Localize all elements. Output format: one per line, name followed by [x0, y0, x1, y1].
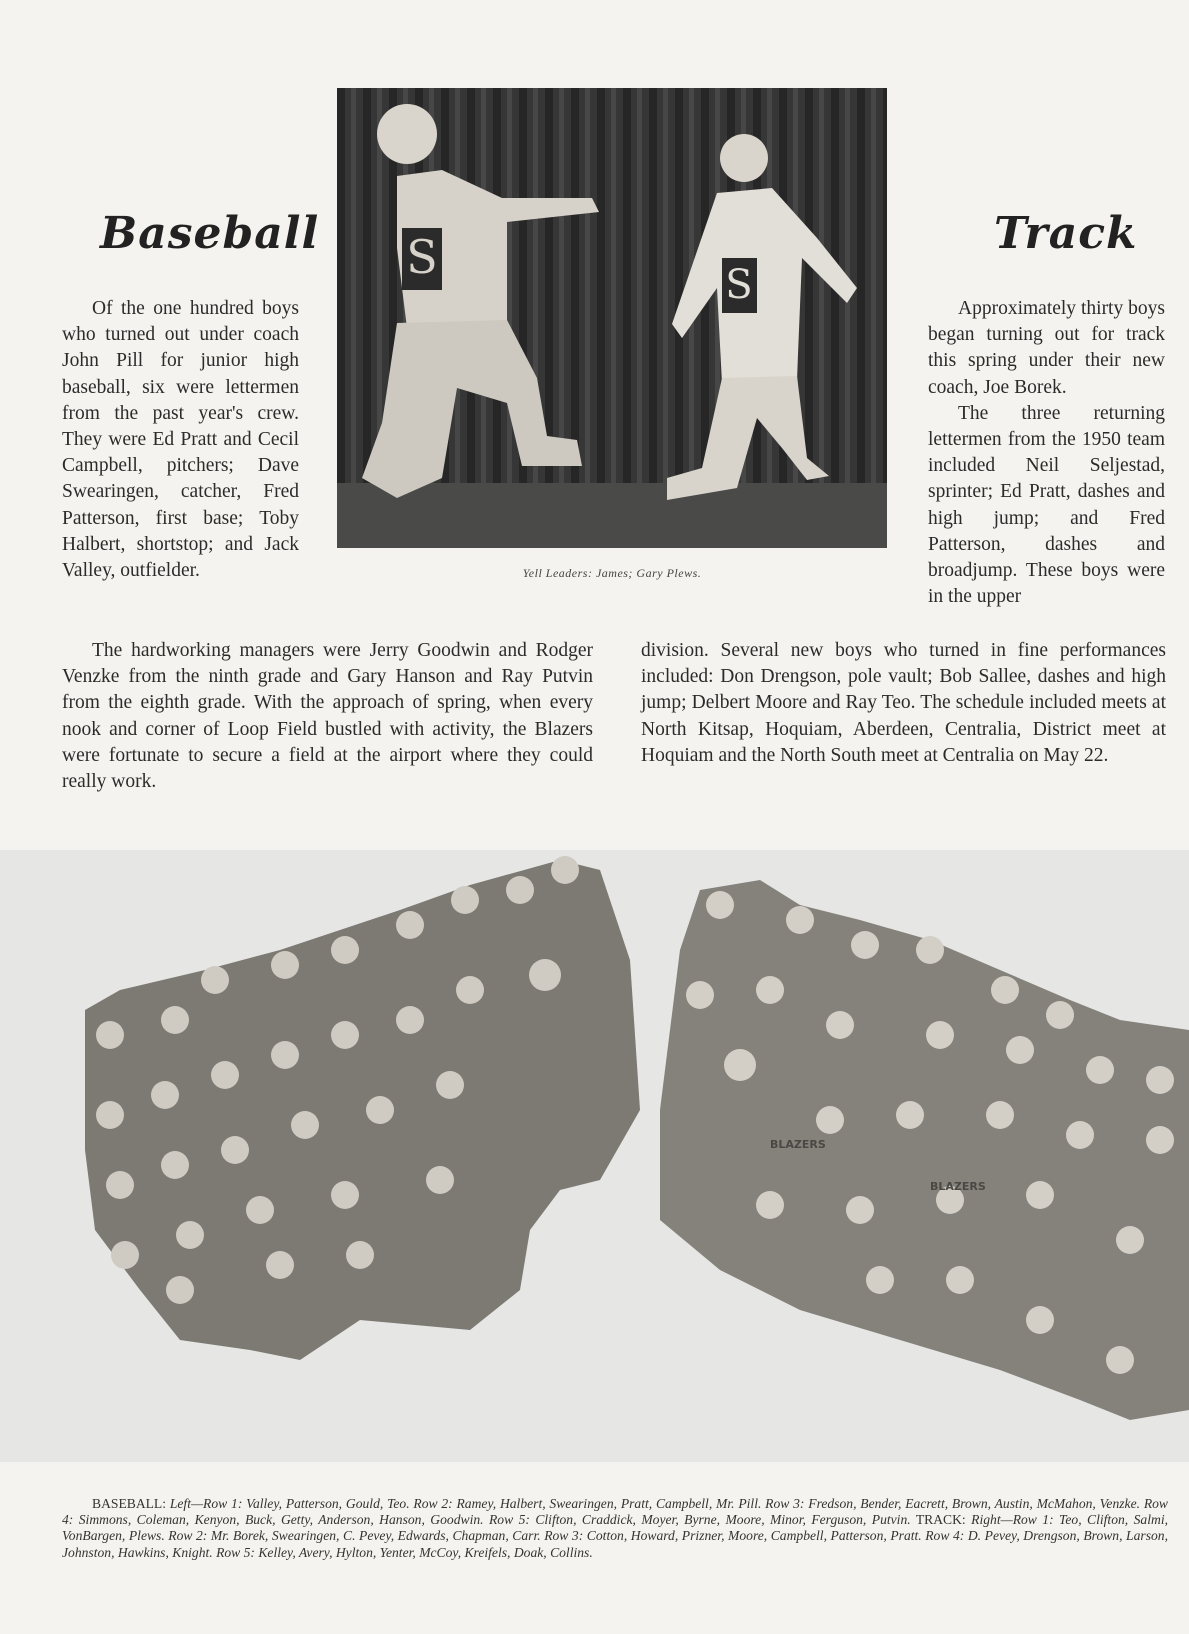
credits-baseball-names: Left—Row 1: Valley, Patterson, Gould, Teo. Row 2: Ramey, Halbert, Swearingen, Pratt, Campbell, Mr. Pill. Row 3: Fredson, Bender, Eacrett, Brown, Austin, McMahon, Venzke. Row 4: Simmons, Coleman, Kenyon, Buck, Getty, Anderson, Hanson, Goodwin. Row 5: Clifton, Craddick, Moyer, Byrne, Moore, Minor, Ferguson, Putvin.	[62, 1496, 1168, 1528]
baseball-paragraph-1	[62, 296, 299, 584]
track-text-2: The three returning lettermen from the 1950 team included Neil Seljestad, sprinter; Ed Pratt, dashes and high jump; and Fred Patterson, dashes and broadjump. These boys were in the upper	[928, 402, 1165, 608]
yell-leaders-illustration	[337, 88, 887, 548]
baseball-paragraph-2	[62, 638, 593, 795]
credits-track-names: Right—Row 1: Teo, Clifton, Salmi, VonBargen, Plews. Row 2: Mr. Borek, Swearingen, C. Pevey, Edwards, Chapman, Carr. Row 3: Cotton, Howard, Prizner, Moore, Campbell, Patterson, Pratt. Row 4: D. Pevey, Drengson, Brown, Larson, Johnston, Hawkins, Knight. Row 5: Kelley, Avery, Hylton, Yenter, McCoy, Kreifels, Doak, Collins.	[62, 1512, 1168, 1560]
track-text-1: Approximately thirty boys began turning out for track this spring under their new coach, Joe Borek.	[928, 298, 1165, 398]
group-sweater-label-1: BLAZERS	[770, 1138, 826, 1151]
right-sweater-letter: S	[725, 262, 753, 308]
group-sweater-label-2: BLAZERS	[930, 1180, 986, 1193]
credits-baseball-label: BASEBALL:	[92, 1496, 167, 1511]
left-sweater-letter: S	[406, 230, 438, 284]
team-group-illustration	[0, 850, 1189, 1462]
track-text-2-cont: division. Several new boys who turned in fine performances included: Don Drengson, pole vault; Bob Sallee, dashes and high jump; Delbert Moore and Ray Teo. The schedule included meets at North Kitsap, Hoquiam, Aberdeen, Centralia, District meet at Hoquiam and the North South meet at Centralia on May 22.	[641, 640, 1166, 766]
track-paragraph-continued	[641, 638, 1166, 769]
baseball-heading: Baseball	[100, 208, 320, 259]
photo-caption: Yell Leaders: James; Gary Plews.	[522, 566, 702, 580]
yell-leaders-photo	[337, 88, 887, 548]
baseball-text-2: The hardworking managers were Jerry Goodwin and Rodger Venzke from the ninth grade and Gary Hanson and Ray Putvin from the eighth grade. With the approach of spring, when every nook and corner of Loop Field bustled with activity, the Blazers were fortunate to secure a field at the airport where they could really work.	[62, 640, 593, 793]
baseball-text-1: Of the one hundred boys who turned out under coach John Pill for junior high baseball, six were lettermen from the past year's crew. They were Ed Pratt and Cecil Campbell, pitchers; Dave Swearingen, catcher, Fred Patterson, first base; Toby Halbert, shortstop; and Jack Valley, outfielder.	[62, 298, 299, 582]
photo-credits	[62, 1496, 1168, 1561]
track-heading: Track	[994, 208, 1138, 259]
team-group-photo	[0, 850, 1189, 1462]
track-column	[928, 296, 1165, 610]
credits-track-label: TRACK:	[915, 1512, 966, 1528]
